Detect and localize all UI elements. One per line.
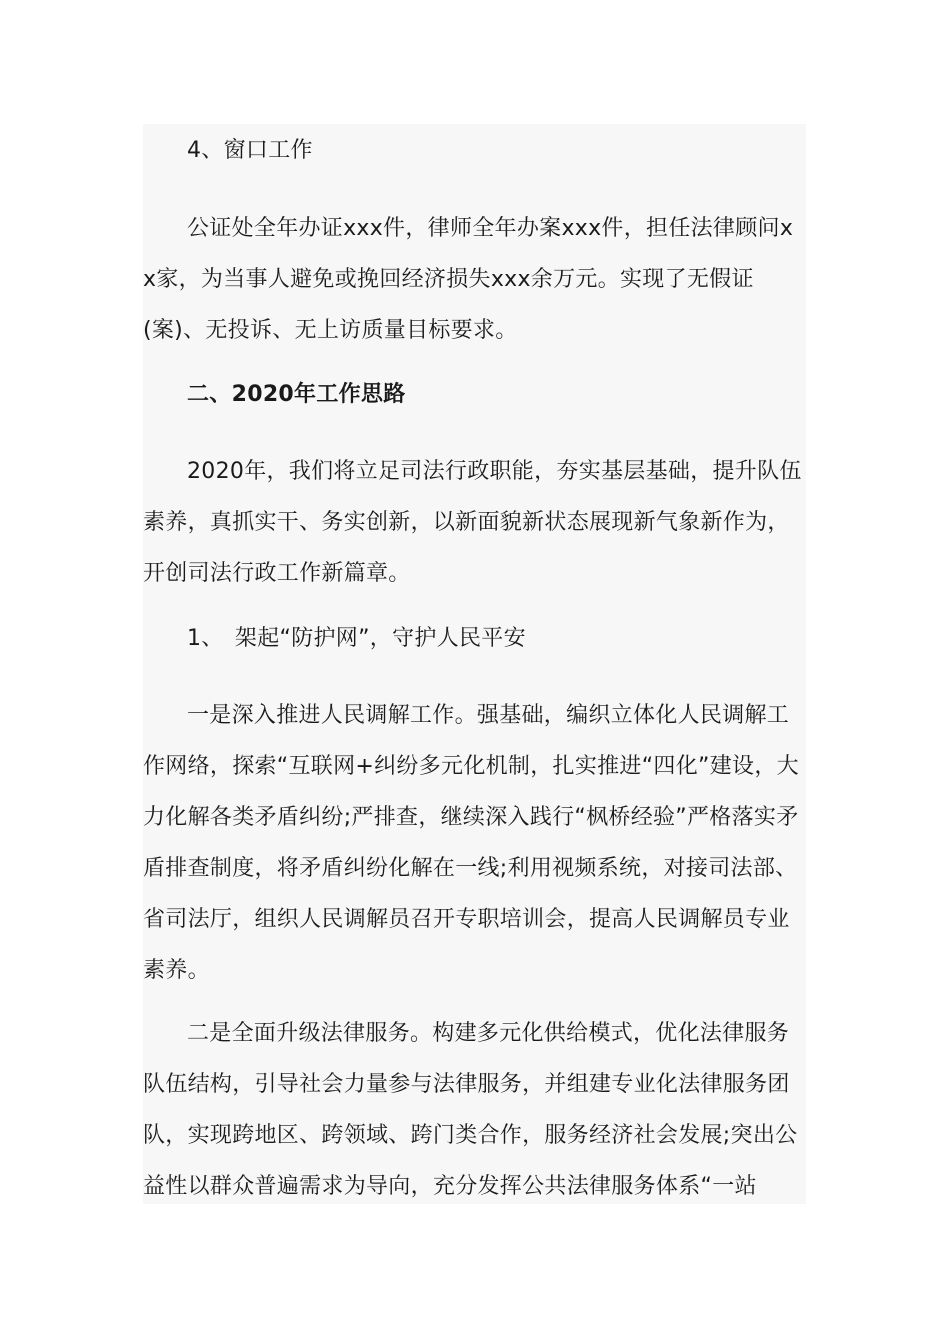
item-one-heading: 1、 架起“防护网”，守护人民平安 <box>187 626 526 651</box>
legal-service-paragraph: 二是全面升级法律服务。构建多元化供给模式，优化法律服务队伍结构，引导社会力量参与法律服务，并组建专业化法律服务团队，实现跨地区、跨领域、跨门类合作，服务经济社会发展;突出公益性以群众普遍需求为导向，充分发挥公共法律服务体系“一站 <box>143 1021 798 1199</box>
document-page <box>143 124 806 1204</box>
window-work-heading: 4、窗口工作 <box>187 138 313 163</box>
notary-paragraph: 公证处全年办证xxx件，律师全年办案xxx件，担任法律顾问xx家，为当事人避免或挽回经济损失xxx余万元。实现了无假证(案)、无投诉、无上访质量目标要求。 <box>143 216 794 343</box>
section-two-heading: 二、2020年工作思路 <box>187 382 406 407</box>
mediation-paragraph: 一是深入推进人民调解工作。强基础，编织立体化人民调解工作网络，探索“互联网+纠纷多元化机制，扎实推进“四化”建设，大力化解各类矛盾纠纷;严排查，继续深入践行“枫桥经验”严格落实矛盾排查制度，将矛盾纠纷化解在一线;利用视频系统，对接司法部、省司法厅，组织人民调解员召开专职培训会，提高人民调解员专业素养。 <box>143 703 799 983</box>
intro-paragraph: 2020年，我们将立足司法行政职能，夯实基层基础，提升队伍素养，真抓实干、务实创新，以新面貌新状态展现新气象新作为，开创司法行政工作新篇章。 <box>143 459 802 586</box>
